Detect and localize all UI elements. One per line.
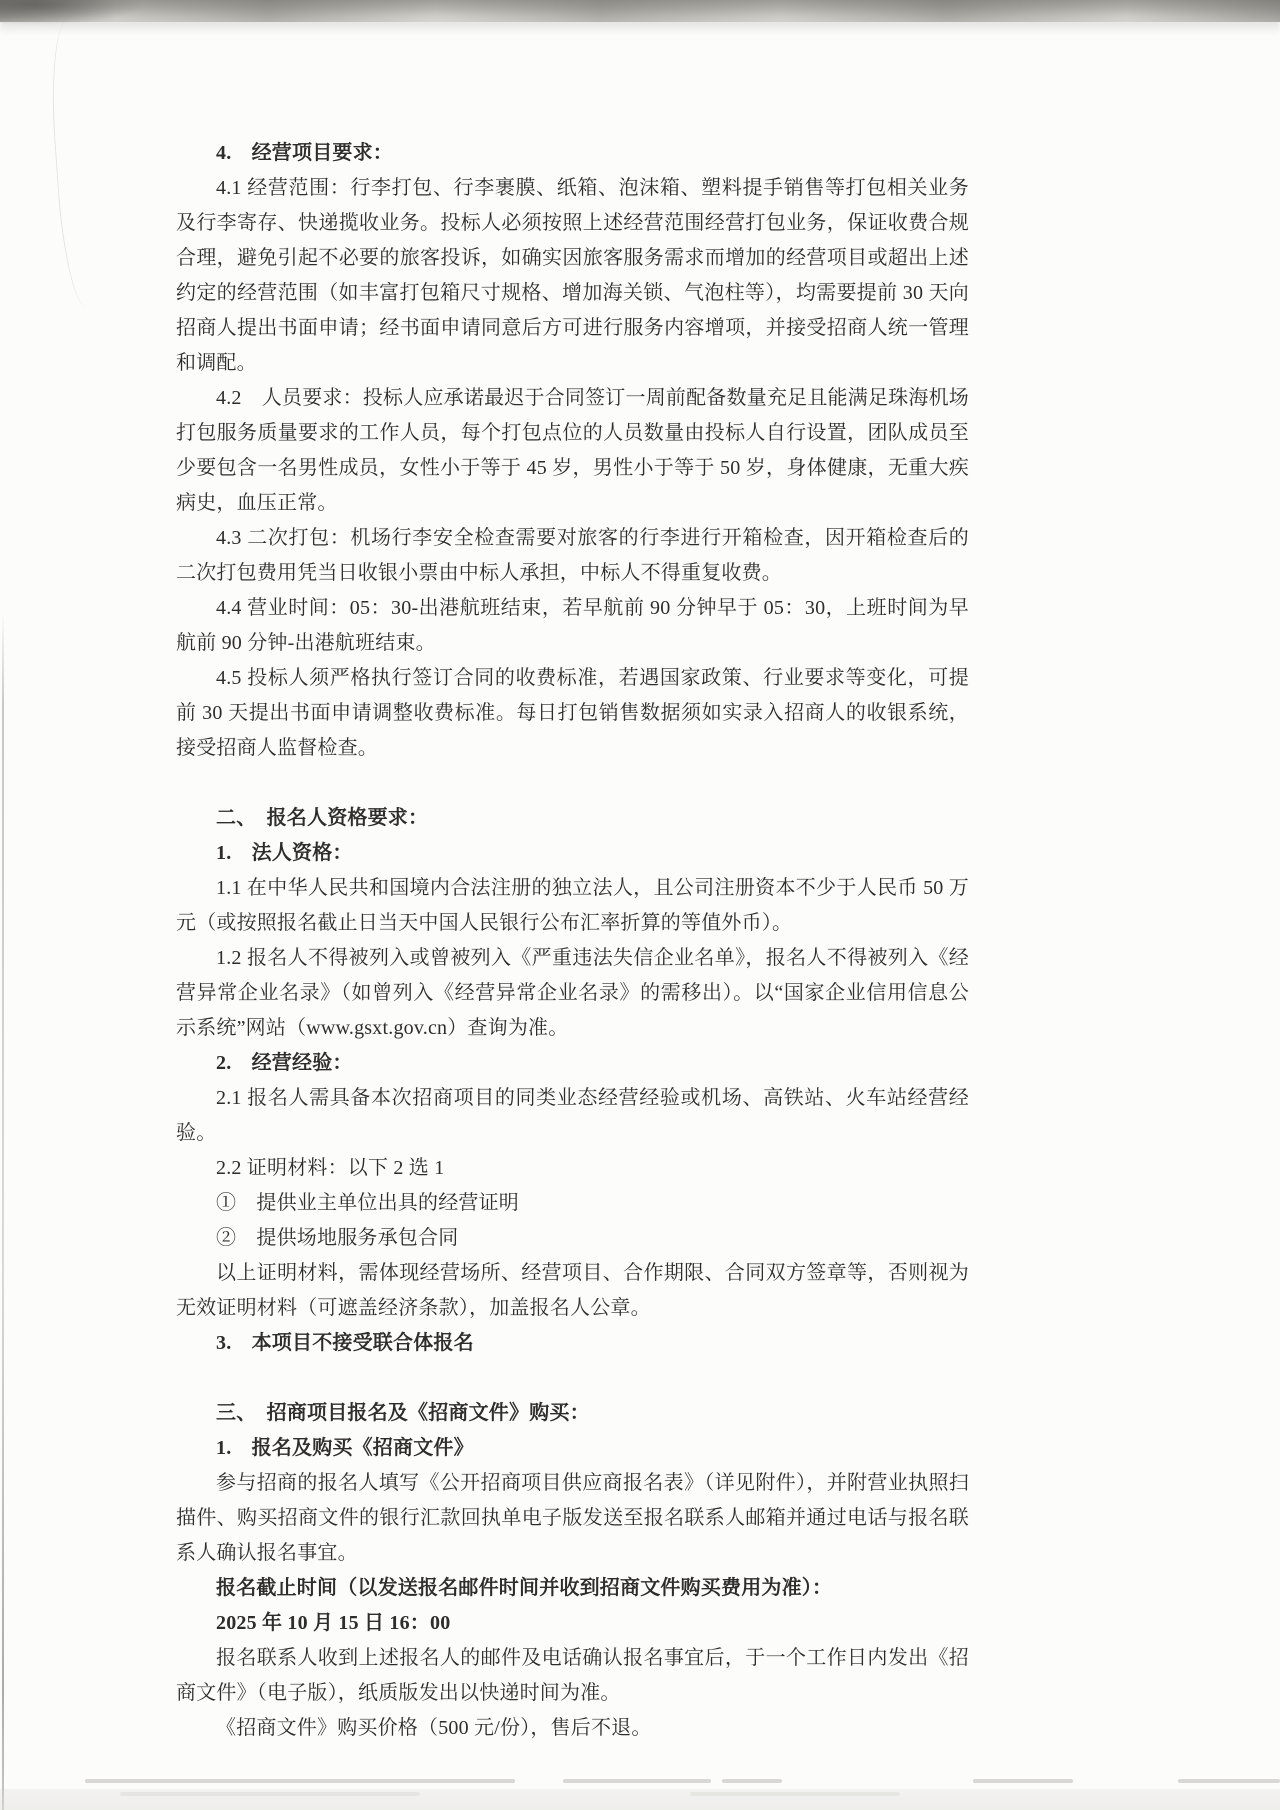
document-body <box>176 136 969 1746</box>
scan-artifact-left-line <box>2 612 4 1810</box>
heading-signup-document: 1. 报名及购买《招商文件》 <box>216 1437 474 1459</box>
para-business-hours: 4.4 营业时间：05：30-出港航班结束，若早航前 90 分钟早于 05：30，上班时间为早航前 90 分钟-出港航班结束。 <box>176 597 969 654</box>
para-registered-capital: 1.1 在中华人民共和国境内合法注册的独立法人，且公司注册资本不少于人民币 50 万元（或按照报名截止日当天中国人民银行公布汇率折算的等值外币）。 <box>176 877 969 934</box>
scan-artifact-bottom-streak <box>85 1779 515 1783</box>
para-document-price: 《招商文件》购买价格（500 元/份），售后不退。 <box>216 1717 652 1739</box>
scan-artifact-bottom-fade <box>0 1789 1280 1810</box>
para-document-issuance: 报名联系人收到上述报名人的邮件及电话确认报名事宜后，于一个工作日内发出《招商文件》（电子版），纸质版发出以快递时间为准。 <box>176 1647 969 1704</box>
scan-artifact-top-fade <box>0 19 1280 35</box>
para-signup-process: 参与招商的报名人填写《公开招商项目供应商报名表》（详见附件），并附营业执照扫描件、购买招商文件的银行汇款回执单电子版发送至报名联系人邮箱并通过电话与报名联系人确认报名事宜。 <box>176 1472 969 1564</box>
heading-applicant-qualifications: 二、 报名人资格要求： <box>216 807 429 829</box>
para-proof-validity-note: 以上证明材料，需体现经营场所、经营项目、合作期限、合同双方签章等，否则视为无效证明材料（可遮盖经济条款），加盖报名人公章。 <box>176 1262 969 1319</box>
scan-artifact-bottom-streak <box>722 1779 782 1783</box>
para-pricing-standard: 4.5 投标人须严格执行签订合同的收费标准，若遇国家政策、行业要求等变化，可提前 30 天提出书面申请调整收费标准。每日打包销售数据须如实录入招商人的收银系统，接受招商人监督检查。 <box>176 667 969 759</box>
heading-legal-person: 1. 法人资格： <box>216 842 353 864</box>
scan-artifact-curve <box>46 17 108 309</box>
scan-artifact-bottom-streak <box>973 1779 1073 1783</box>
heading-signup-and-purchase: 三、 招商项目报名及《招商文件》购买： <box>216 1402 590 1424</box>
scan-artifact-bottom-streak <box>563 1779 711 1783</box>
para-credit-blacklist: 1.2 报名人不得被列入或曾被列入《严重违法失信企业名单》，报名人不得被列入《经营异常企业名录》（如曾列入《经营异常企业名录》的需移出）。以“国家企业信用信息公示系统”网站（www.gsxt.gov.cn）查询为准。 <box>176 947 969 1039</box>
heading-business-requirements: 4. 经营项目要求： <box>216 142 393 164</box>
para-experience-requirement: 2.1 报名人需具备本次招商项目的同类业态经营经验或机场、高铁站、火车站经营经验。 <box>176 1087 969 1144</box>
heading-no-consortium: 3. 本项目不接受联合体报名 <box>216 1332 474 1354</box>
para-proof-materials: 2.2 证明材料：以下 2 选 1 <box>216 1157 445 1179</box>
para-secondary-packing: 4.3 二次打包：机场行李安全检查需要对旅客的行李进行开箱检查，因开箱检查后的二次打包费用凭当日收银小票由中标人承担，中标人不得重复收费。 <box>176 527 969 584</box>
heading-signup-deadline: 报名截止时间（以发送报名邮件时间并收到招商文件购买费用为准）： <box>216 1577 833 1599</box>
scan-artifact-bottom-streak <box>1178 1779 1280 1783</box>
para-business-scope: 4.1 经营范围：行李打包、行李裹膜、纸箱、泡沫箱、塑料提手销售等打包相关业务及行李寄存、快递揽收业务。投标人必须按照上述经营范围经营打包业务，保证收费合规合理，避免引起不必要的旅客投诉，如确实因旅客服务需求而增加的经营项目或超出上述约定的经营范围（如丰富打包箱尺寸规格、增加海关锁、气泡柱等），均需要提前 30 天向招商人提出书面申请；经书面申请同意后方可进行服务内容增项，并接受招商人统一管理和调配。 <box>176 177 969 374</box>
para-staff-requirements: 4.2 人员要求：投标人应承诺最迟于合同签订一周前配备数量充足且能满足珠海机场打包服务质量要求的工作人员，每个打包点位的人员数量由投标人自行设置，团队成员至少要包含一名男性成员，女性小于等于 45 岁，男性小于等于 50 岁，身体健康，无重大疾病史，血压正常。 <box>176 387 969 514</box>
list-item-owner-proof: ① 提供业主单位出具的经营证明 <box>216 1192 519 1214</box>
list-item-service-contract: ② 提供场地服务承包合同 <box>216 1227 459 1249</box>
heading-business-experience: 2. 经营经验： <box>216 1052 353 1074</box>
deadline-date: 2025 年 10 月 15 日 16：00 <box>216 1612 451 1634</box>
